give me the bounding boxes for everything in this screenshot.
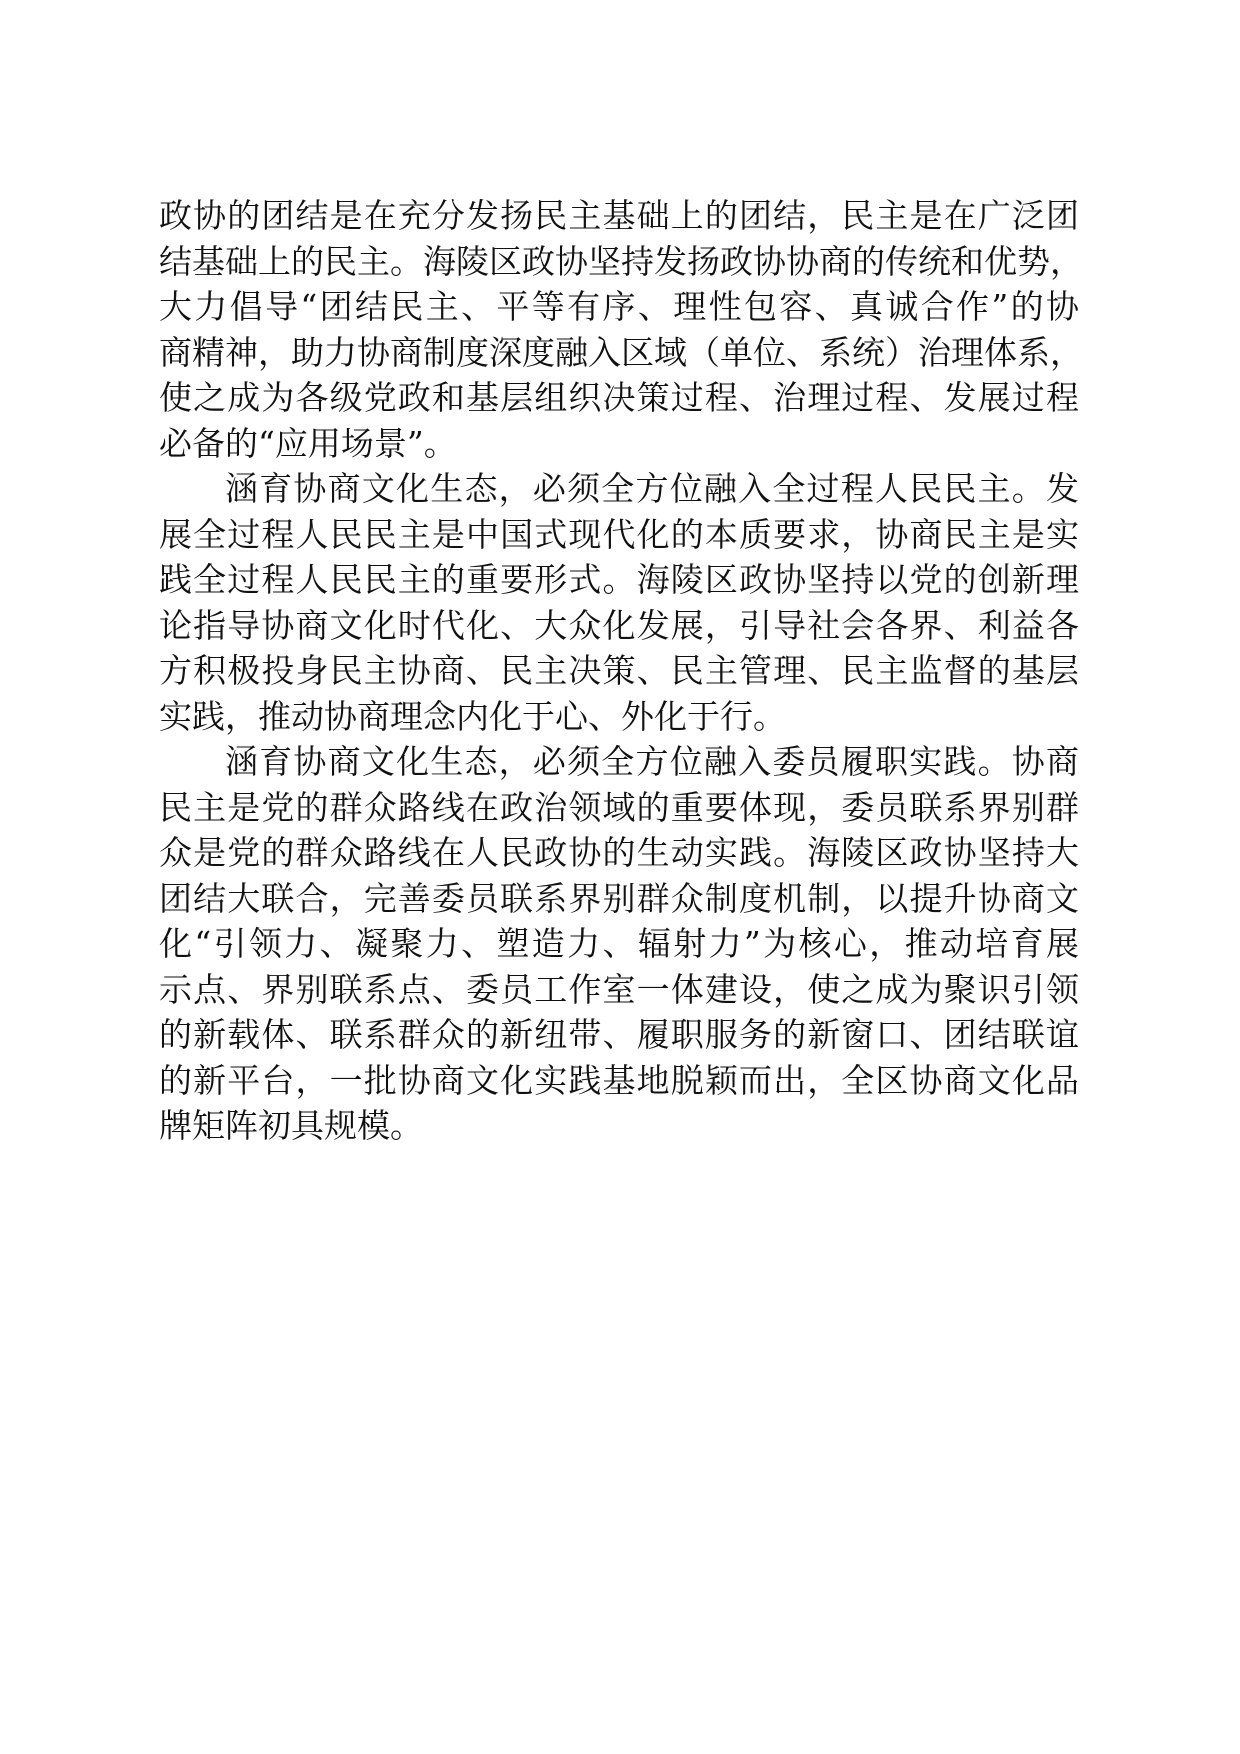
- paragraph-3-line-3: 众是党的群众路线在人民政协的生动实践。海陵区政协坚持大: [159, 833, 1079, 872]
- paragraph-2-line-4: 论指导协商文化时代化、大众化发展，引导社会各界、利益各: [159, 605, 1079, 645]
- paragraph-3-line-2: 民主是党的群众路线在政治领域的重要体现，委员联系界别群: [159, 787, 1079, 827]
- paragraph-1-line-6: 必备的“应用场景”。: [159, 423, 457, 463]
- paragraph-3-line-5: 化“引领力、凝聚力、塑造力、辐射力”为核心，推动培育展: [159, 924, 1079, 963]
- paragraph-1-line-4: 商精神，助力协商制度深度融入区域（单位、系统）治理体系，: [159, 332, 1083, 372]
- paragraph-3-line-7: 的新载体、联系群众的新纽带、履职服务的新窗口、团结联谊: [159, 1015, 1079, 1054]
- paragraph-2-line-6: 实践，推动协商理念内化于心、外化于行。: [159, 696, 786, 736]
- paragraph-2-line-2: 展全过程人民民主是中国式现代化的本质要求，协商民主是实: [159, 514, 1079, 554]
- paragraph-3-line-4: 团结大联合，完善委员联系界别群众制度机制，以提升协商文: [159, 878, 1079, 918]
- paragraph-3-line-6: 示点、界别联系点、委员工作室一体建设，使之成为聚识引领: [159, 969, 1079, 1009]
- paragraph-2-line-5: 方积极投身民主协商、民主决策、民主管理、民主监督的基层: [159, 651, 1079, 690]
- body-text: [159, 193, 1083, 1149]
- paragraph-1-line-1: 政协的团结是在充分发扬民主基础上的团结，民主是在广泛团: [159, 196, 1079, 235]
- paragraph-1-line-3: 大力倡导“团结民主、平等有序、理性包容、真诚合作”的协: [159, 287, 1079, 326]
- paragraph-1-line-2: 结基础上的民主。海陵区政协坚持发扬政协协商的传统和优势，: [159, 241, 1083, 281]
- paragraph-2-line-3: 践全过程人民民主的重要形式。海陵区政协坚持以党的创新理: [159, 560, 1079, 599]
- paragraph-3-line-8: 的新平台，一批协商文化实践基地脱颖而出，全区协商文化品: [159, 1060, 1079, 1100]
- paragraph-1-line-5: 使之成为各级党政和基层组织决策过程、治理过程、发展过程: [159, 378, 1079, 417]
- paragraph-3-line-1: 涵育协商文化生态，必须全方位融入委员履职实践。协商: [225, 742, 1079, 781]
- paragraph-3-line-9: 牌矩阵初具规模。: [159, 1106, 423, 1145]
- paragraph-2-line-1: 涵育协商文化生态，必须全方位融入全过程人民民主。发: [225, 469, 1079, 508]
